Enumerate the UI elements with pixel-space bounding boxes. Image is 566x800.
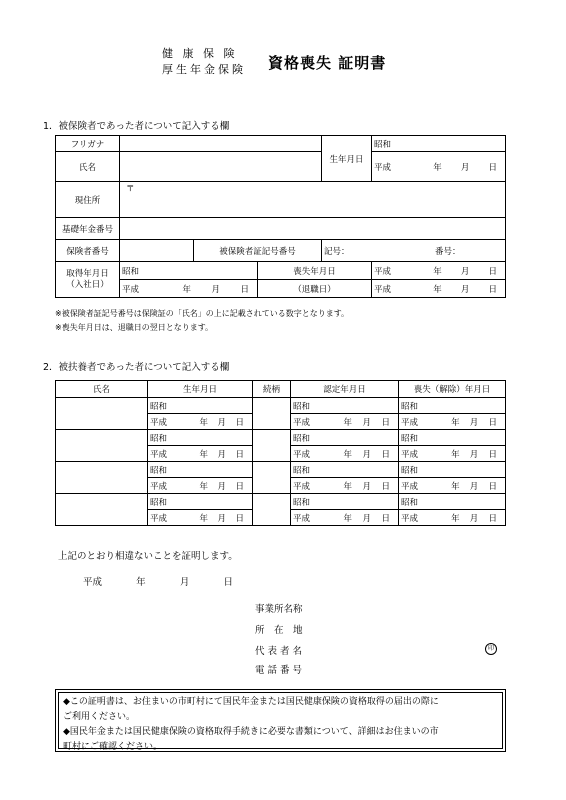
header-line-pension: 厚生年金保険 [162, 63, 246, 76]
dependent-loss-heisei[interactable]: 平成 年 月 日 [399, 510, 506, 526]
office-name-label: 事業所名称 [255, 604, 303, 615]
certify-date[interactable]: 平成 年 月 日 [83, 577, 233, 588]
acquire-heisei-date[interactable]: 平成 年 月 日 [120, 280, 258, 298]
acquire-showa[interactable]: 昭和 [120, 262, 258, 280]
dependent-birth-showa[interactable]: 昭和 [148, 494, 253, 510]
representative-label: 代 表 者 名 [255, 646, 303, 657]
dependent-birth-heisei[interactable]: 平成 年 月 日 [148, 414, 253, 430]
certify-statement: 上記のとおり相違ないことを証明します。 [58, 551, 238, 562]
address-field[interactable] [120, 182, 506, 218]
col-header-loss: 喪失（解除）年月日 [399, 381, 506, 398]
dependent-name-field[interactable] [56, 494, 148, 526]
dependent-birth-showa[interactable]: 昭和 [148, 462, 253, 478]
dependent-recognized-heisei[interactable]: 平成 年 月 日 [291, 478, 399, 494]
col-header-recognized: 認定年月日 [291, 381, 399, 398]
header-line-health: 健 康 保 険 [162, 47, 238, 60]
dependent-name-field[interactable] [56, 462, 148, 494]
col-header-birth: 生年月日 [148, 381, 253, 398]
dependent-relation-field[interactable] [253, 462, 291, 494]
postal-mark: 〒 [126, 184, 135, 194]
dependent-birth-showa[interactable]: 昭和 [148, 398, 253, 414]
pension-number-label: 基礎年金番号 [56, 218, 120, 240]
location-label: 所 在 地 [255, 625, 303, 636]
dependent-name-field[interactable] [56, 398, 148, 430]
loss-label: 喪失年月日 [258, 262, 372, 280]
dependent-row [56, 398, 506, 414]
furigana-label: フリガナ [56, 136, 120, 152]
cert-number-field[interactable] [322, 240, 506, 262]
birth-era-showa[interactable]: 昭和 [372, 136, 506, 152]
insurer-number-field[interactable] [120, 240, 194, 262]
dependent-birth-heisei[interactable]: 平成 年 月 日 [148, 510, 253, 526]
pension-number-field[interactable] [120, 218, 506, 240]
loss-sub-label: （退職日） [258, 280, 372, 298]
phone-label: 電 話 番 号 [255, 665, 303, 676]
dependent-recognized-heisei[interactable]: 平成 年 月 日 [291, 446, 399, 462]
notice-line-3: ◆国民年金または国民健康保険の資格取得手続きに必要な書類について、詳細はお住まいの市 [63, 727, 439, 737]
dependent-relation-field[interactable] [253, 430, 291, 462]
dependent-loss-showa[interactable]: 昭和 [399, 430, 506, 446]
dependent-recognized-heisei[interactable]: 平成 年 月 日 [291, 510, 399, 526]
dependent-row [56, 462, 506, 478]
page-title: 資格喪失 証明書 [268, 54, 387, 72]
notice-line-1: ◆この証明書は、お住まいの市町村にて国民年金または国民健康保険の資格取得の届出の際に [63, 697, 439, 707]
dependent-loss-showa[interactable]: 昭和 [399, 462, 506, 478]
bango-label: 番号： [434, 246, 461, 257]
dependent-birth-heisei[interactable]: 平成 年 月 日 [148, 478, 253, 494]
insurer-number-label: 保険者番号 [56, 240, 120, 262]
birth-heisei-date[interactable]: 平成 年 月 日 [372, 152, 506, 182]
col-header-relation: 続柄 [253, 381, 291, 398]
dependent-relation-field[interactable] [253, 494, 291, 526]
dependent-loss-heisei[interactable]: 平成 年 月 日 [399, 446, 506, 462]
birth-label: 生年月日 [322, 136, 372, 182]
section2-heading: 2．被扶養者であった者について記入する欄 [43, 362, 230, 373]
note-loss-date: ※喪失年月日は、退職日の翌日となります。 [55, 323, 214, 332]
dependents-table [55, 380, 506, 526]
acquire-label: 取得年月日 （入社日） [56, 262, 120, 298]
dependent-loss-heisei[interactable]: 平成 年 月 日 [399, 478, 506, 494]
kigo-label: 記号： [324, 246, 350, 257]
name-field[interactable] [120, 152, 322, 182]
seal-stamp: 印 [485, 643, 497, 655]
dependent-row [56, 430, 506, 446]
dependent-recognized-showa[interactable]: 昭和 [291, 462, 399, 478]
address-label: 現住所 [56, 182, 120, 218]
dependent-name-field[interactable] [56, 430, 148, 462]
col-header-name: 氏名 [56, 381, 148, 398]
dependent-recognized-showa[interactable]: 昭和 [291, 398, 399, 414]
notice-line-2: ご利用ください。 [63, 712, 136, 722]
dependent-loss-heisei[interactable]: 平成 年 月 日 [399, 414, 506, 430]
note-cert-number: ※被保険者証記号番号は保険証の「氏名」の上に記載されている数字となります。 [55, 309, 350, 318]
dependent-loss-showa[interactable]: 昭和 [399, 398, 506, 414]
notice-line-4: 町村にご確認ください。 [63, 742, 163, 752]
dependent-birth-heisei[interactable]: 平成 年 月 日 [148, 446, 253, 462]
loss-heisei-date[interactable]: 平成 年 月 日 [372, 280, 506, 298]
dependent-recognized-heisei[interactable]: 平成 年 月 日 [291, 414, 399, 430]
notice-box [55, 689, 506, 752]
dependent-loss-showa[interactable]: 昭和 [399, 494, 506, 510]
dependent-row [56, 494, 506, 510]
name-label: 氏名 [56, 152, 120, 182]
furigana-field[interactable] [120, 136, 322, 152]
dependent-relation-field[interactable] [253, 398, 291, 430]
dependent-birth-showa[interactable]: 昭和 [148, 430, 253, 446]
loss-showa-date[interactable]: 平成 年 月 日 [372, 262, 506, 280]
dependent-recognized-showa[interactable]: 昭和 [291, 430, 399, 446]
cert-number-label: 被保険者証記号番号 [194, 240, 322, 262]
insured-table [55, 135, 506, 298]
section1-heading: 1．被保険者であった者について記入する欄 [43, 121, 230, 132]
dependent-recognized-showa[interactable]: 昭和 [291, 494, 399, 510]
